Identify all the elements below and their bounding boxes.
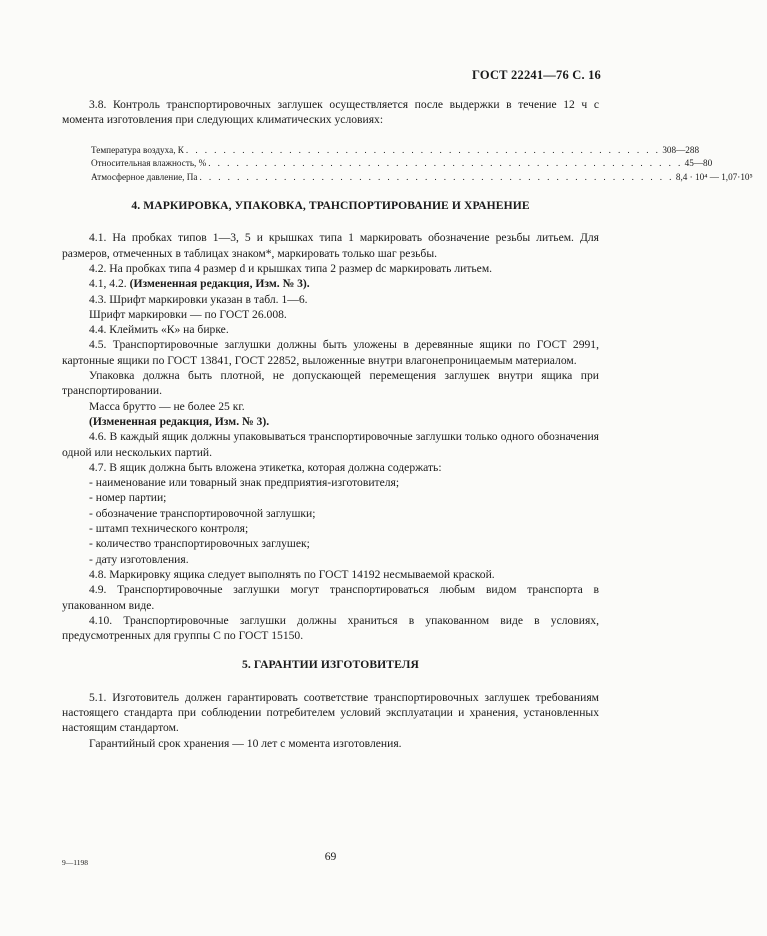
climate-row-temperature [91, 144, 700, 158]
paragraph-4-9: 4.9. Транспортировочные заглушки могут транспортироваться любым видом транспорта в упакованном виде. [62, 583, 599, 612]
paragraph-4-4: 4.4. Клеймить «К» на бирке. [89, 323, 229, 337]
leader-dots: . . . . . . . . . . . . . . . . . . . . . . . . . . . . . . . . . . . . . . . . . . . . . . . . . . . [208, 158, 683, 169]
section-5-title: 5. ГАРАНТИИ ИЗГОТОВИТЕЛЯ [241, 658, 420, 672]
paragraph-3-8: 3.8. Контроль транспортировочных заглушек осуществляется после выдержки в течение 12 ч с момента изготовления при следующих климатических условиях: [62, 98, 599, 127]
list-item: - наименование или товарный знак предприятия-изготовителя; [89, 476, 400, 490]
climate-conditions [91, 144, 753, 185]
climate-value: 45—80 [684, 158, 713, 169]
paragraph-5-1-warranty: Гарантийный срок хранения — 10 лет с момента изготовления. [89, 736, 402, 750]
paragraph-4-10: 4.10. Транспортировочные заглушки должны храниться в упакованном виде в условиях, предусмотренных для группы С по ГОСТ 15150. [62, 613, 599, 643]
paragraph-4-5: 4.5. Транспортировочные заглушки должны быть уложены в деревянные ящики по ГОСТ 2991, картонные ящики по ГОСТ 13841, ГОСТ 22852, выложенные внутри влагонепроницаемым материалом. [62, 338, 599, 367]
paragraph-4-2: 4.2. На пробках типа 4 размер d и крышках типа 2 размер dс маркировать литьем. [89, 261, 493, 275]
climate-label: Относительная влажность, % [91, 158, 207, 169]
list-item: - дату изготовления. [89, 552, 189, 566]
amendment-4-1-4-2 [62, 276, 599, 291]
leader-dots: . . . . . . . . . . . . . . . . . . . . . . . . . . . . . . . . . . . . . . . . . . . . . . . . . . . [199, 171, 674, 182]
list-item: - обозначение транспортировочной заглушки; [89, 506, 316, 520]
section-4-title: 4. МАРКИРОВКА, УПАКОВКА, ТРАНСПОРТИРОВАНИЕ И ХРАНЕНИЕ [131, 199, 530, 213]
paragraph-4-5-mass: Масса брутто — не более 25 кг. [89, 399, 245, 413]
climate-label: Температура воздуха, К [91, 144, 184, 155]
climate-row-humidity [91, 157, 713, 171]
amendment-ref: 4.1, 4.2. [89, 277, 127, 291]
climate-row-pressure [91, 171, 753, 185]
paragraph-4-3: 4.3. Шрифт маркировки указан в табл. 1—6. [89, 292, 308, 306]
page-content [62, 97, 753, 751]
list-item: - штамп технического контроля; [89, 522, 249, 536]
leader-dots: . . . . . . . . . . . . . . . . . . . . . . . . . . . . . . . . . . . . . . . . . . . . . . . . . . . [185, 144, 661, 155]
paragraph-4-6: 4.6. В каждый ящик должны упаковываться транспортировочные заглушки только одного обозначения одной или нескольких партий. [62, 430, 599, 459]
page-header: ГОСТ 22241—76 С. 16 [472, 68, 601, 82]
paragraph-4-1: 4.1. На пробках типов 1—3, 5 и крышках типа 1 маркировать обозначение резьбы литьем. Для размеров, отмеченных в таблицах знаком*, маркировать только шаг резьбы. [62, 231, 599, 260]
climate-value: 8,4 · 10⁴ — 1,07·10⁵ [675, 171, 753, 182]
climate-label: Атмосферное давление, Па [91, 171, 198, 182]
footer-code: 9—1198 [62, 858, 88, 867]
page-number: 69 [324, 850, 337, 863]
climate-value: 308—288 [662, 144, 700, 155]
paragraph-4-3-font: Шрифт маркировки — по ГОСТ 26.008. [89, 307, 287, 321]
paragraph-4-8: 4.8. Маркировку ящика следует выполнять по ГОСТ 14192 несмываемой краской. [89, 567, 495, 581]
list-item: - номер партии; [89, 491, 167, 505]
paragraph-4-7: 4.7. В ящик должна быть вложена этикетка, которая должна содержать: [89, 460, 442, 474]
amendment-note: (Измененная редакция, Изм. № 3). [129, 277, 310, 291]
paragraph-5-1: 5.1. Изготовитель должен гарантировать соответствие транспортировочных заглушек требованиям настоящего стандарта при соблюдении потребителем условий эксплуатации и хранения, установленных настоящим стандартом. [62, 690, 599, 735]
paragraph-4-5-packing: Упаковка должна быть плотной, не допускающей перемещения заглушек внутри ящика при транспортировании. [62, 369, 599, 398]
amendment-4-5: (Измененная редакция, Изм. № 3). [89, 414, 270, 428]
list-item: - количество транспортировочных заглушек; [89, 537, 310, 551]
